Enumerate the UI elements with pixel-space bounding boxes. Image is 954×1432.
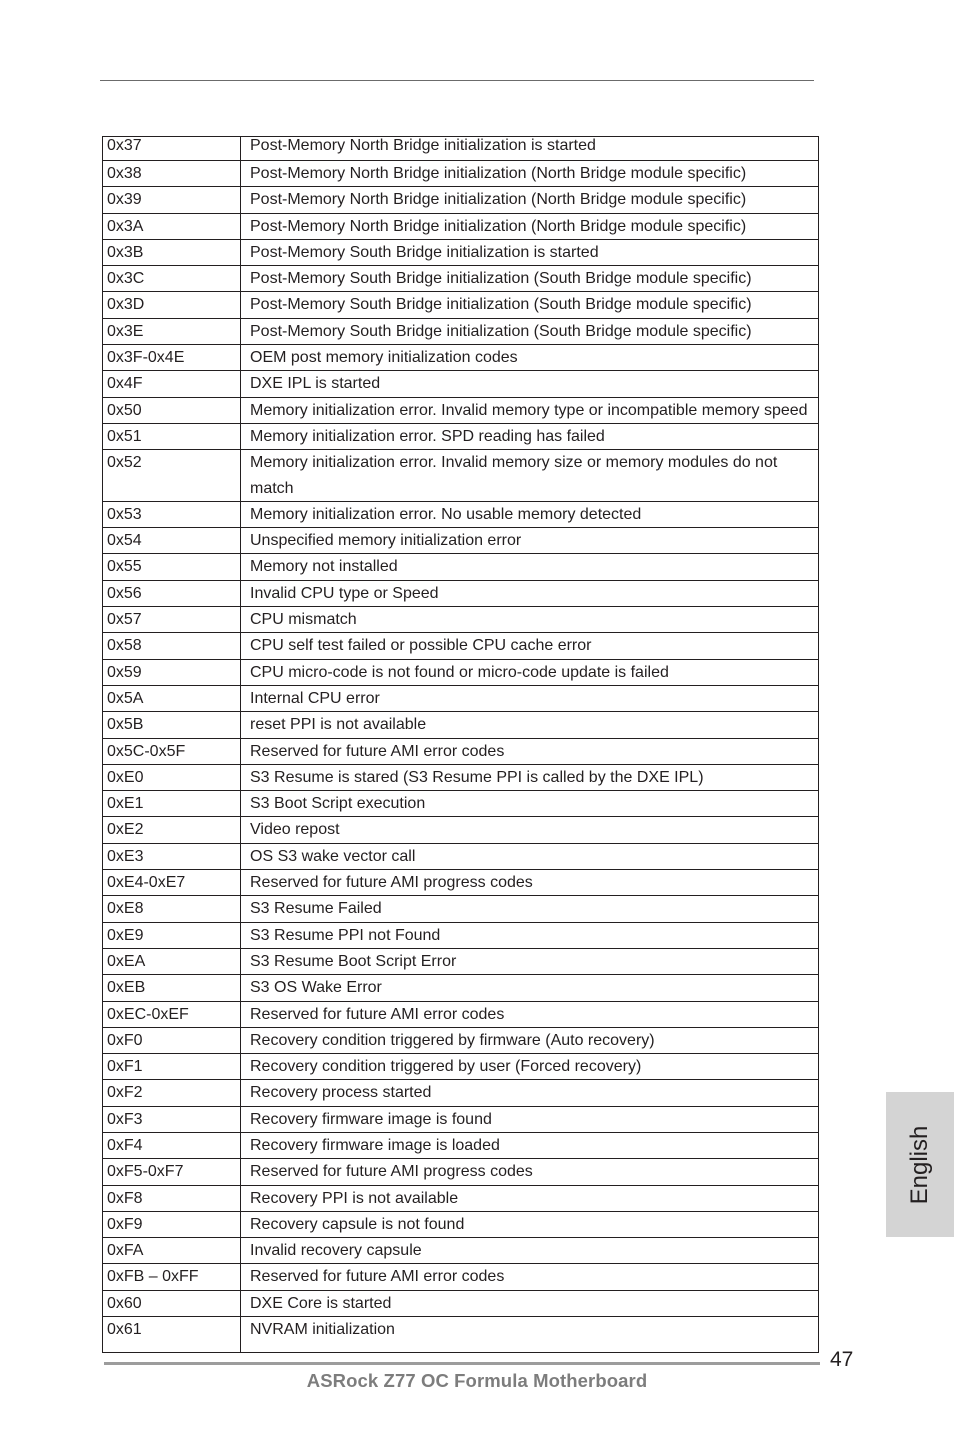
bottom-rule: [104, 1362, 820, 1365]
description-cell: Invalid recovery capsule: [241, 1238, 819, 1264]
table-row: [103, 213, 819, 239]
table-row: [103, 345, 819, 371]
table-row: [103, 1159, 819, 1185]
description-cell: DXE IPL is started: [241, 371, 819, 397]
description-cell: OS S3 wake vector call: [241, 843, 819, 869]
table-row: [103, 870, 819, 896]
description-cell: S3 OS Wake Error: [241, 975, 819, 1001]
post-code-cell: 0x50: [103, 397, 241, 423]
table-row: [103, 1132, 819, 1158]
post-code-cell: 0x38: [103, 161, 241, 187]
description-cell: S3 Boot Script execution: [241, 791, 819, 817]
post-code-cell: 0xF2: [103, 1080, 241, 1106]
table-row: [103, 607, 819, 633]
description-cell: Reserved for future AMI error codes: [241, 1001, 819, 1027]
table-row: [103, 1185, 819, 1211]
footer-title: ASRock Z77 OC Formula Motherboard: [306, 1370, 648, 1391]
description-cell: S3 Resume PPI not Found: [241, 922, 819, 948]
post-code-cell: 0xE2: [103, 817, 241, 843]
post-code-cell: 0xF8: [103, 1185, 241, 1211]
post-code-cell: 0xEA: [103, 948, 241, 974]
post-code-cell: 0xEC-0xEF: [103, 1001, 241, 1027]
description-cell: Reserved for future AMI progress codes: [241, 870, 819, 896]
table-row: [103, 450, 819, 502]
post-code-cell: 0x3F-0x4E: [103, 345, 241, 371]
table-row: [103, 371, 819, 397]
description-cell: CPU mismatch: [241, 607, 819, 633]
post-code-cell: 0xF0: [103, 1027, 241, 1053]
description-cell: Post-Memory North Bridge initialization (North Bridge module specific): [241, 187, 819, 213]
description-cell: Recovery firmware image is loaded: [241, 1132, 819, 1158]
description-cell: Reserved for future AMI progress codes: [241, 1159, 819, 1185]
table-row: [103, 239, 819, 265]
post-code-cell: 0x3B: [103, 239, 241, 265]
description-cell: Post-Memory North Bridge initialization is started: [241, 137, 819, 161]
description-cell: Reserved for future AMI error codes: [241, 738, 819, 764]
post-code-cell: 0x4F: [103, 371, 241, 397]
post-code-cell: 0xFB – 0xFF: [103, 1264, 241, 1290]
table-row: [103, 1290, 819, 1316]
language-tab: [886, 1092, 954, 1237]
post-code-cell: 0x5B: [103, 712, 241, 738]
post-code-cell: 0xE0: [103, 764, 241, 790]
description-cell: Post-Memory South Bridge initialization (South Bridge module specific): [241, 266, 819, 292]
post-code-cell: 0xF9: [103, 1211, 241, 1237]
table-row: [103, 764, 819, 790]
post-code-cell: 0x52: [103, 450, 241, 502]
table-row: [103, 1054, 819, 1080]
table-row: [103, 187, 819, 213]
post-code-cell: 0x61: [103, 1317, 241, 1353]
table-row: [103, 817, 819, 843]
table-row: [103, 843, 819, 869]
post-code-cell: 0x51: [103, 423, 241, 449]
description-cell: reset PPI is not available: [241, 712, 819, 738]
table-row: [103, 975, 819, 1001]
post-code-cell: 0xF5-0xF7: [103, 1159, 241, 1185]
table-row: [103, 922, 819, 948]
table-row: [103, 1106, 819, 1132]
post-code-cell: 0x55: [103, 554, 241, 580]
table-row: [103, 659, 819, 685]
description-cell: Memory initialization error. Invalid memory size or memory modules do not match: [241, 450, 819, 502]
post-code-cell: 0xF4: [103, 1132, 241, 1158]
post-code-cell: 0xE1: [103, 791, 241, 817]
description-cell: Post-Memory South Bridge initialization (South Bridge module specific): [241, 292, 819, 318]
post-code-table: [102, 136, 819, 1353]
description-cell: S3 Resume Boot Script Error: [241, 948, 819, 974]
description-cell: Memory initialization error. SPD reading has failed: [241, 423, 819, 449]
table-row: [103, 685, 819, 711]
table-row: [103, 896, 819, 922]
description-cell: S3 Resume is stared (S3 Resume PPI is called by the DXE IPL): [241, 764, 819, 790]
post-code-cell: 0x56: [103, 580, 241, 606]
table-row: [103, 948, 819, 974]
table-row: [103, 1001, 819, 1027]
post-code-cell: 0xE3: [103, 843, 241, 869]
table-row: [103, 712, 819, 738]
post-code-cell: 0x3A: [103, 213, 241, 239]
table-row: [103, 397, 819, 423]
post-code-cell: 0x39: [103, 187, 241, 213]
table-row: [103, 1027, 819, 1053]
description-cell: Invalid CPU type or Speed: [241, 580, 819, 606]
table-row: [103, 1317, 819, 1353]
table-row: [103, 528, 819, 554]
table-row: [103, 633, 819, 659]
post-code-cell: 0x59: [103, 659, 241, 685]
post-code-cell: 0xF3: [103, 1106, 241, 1132]
description-cell: OEM post memory initialization codes: [241, 345, 819, 371]
description-cell: Recovery PPI is not available: [241, 1185, 819, 1211]
post-code-cell: 0x60: [103, 1290, 241, 1316]
post-code-cell: 0xEB: [103, 975, 241, 1001]
description-cell: Post-Memory South Bridge initialization is started: [241, 239, 819, 265]
description-cell: Post-Memory North Bridge initialization (North Bridge module specific): [241, 213, 819, 239]
post-code-cell: 0x54: [103, 528, 241, 554]
post-code-cell: 0x3E: [103, 318, 241, 344]
table-row: [103, 1080, 819, 1106]
description-cell: S3 Resume Failed: [241, 896, 819, 922]
post-code-cell: 0xFA: [103, 1238, 241, 1264]
post-code-cell: 0x58: [103, 633, 241, 659]
table-row: [103, 501, 819, 527]
post-code-cell: 0xE8: [103, 896, 241, 922]
table-row: [103, 1238, 819, 1264]
table-row: [103, 554, 819, 580]
description-cell: Memory initialization error. Invalid memory type or incompatible memory speed: [241, 397, 819, 423]
description-cell: Recovery capsule is not found: [241, 1211, 819, 1237]
table-row: [103, 1211, 819, 1237]
description-cell: NVRAM initialization: [241, 1317, 819, 1353]
post-code-cell: 0x57: [103, 607, 241, 633]
post-code-cell: 0xE4-0xE7: [103, 870, 241, 896]
description-cell: Recovery firmware image is found: [241, 1106, 819, 1132]
post-code-cell: 0x53: [103, 501, 241, 527]
language-tab-label: English: [906, 1125, 933, 1204]
description-cell: Recovery condition triggered by firmware (Auto recovery): [241, 1027, 819, 1053]
post-code-cell: 0x3D: [103, 292, 241, 318]
table-row: [103, 423, 819, 449]
description-cell: Video repost: [241, 817, 819, 843]
description-cell: Reserved for future AMI error codes: [241, 1264, 819, 1290]
table-row: [103, 791, 819, 817]
description-cell: Recovery condition triggered by user (Forced recovery): [241, 1054, 819, 1080]
top-rule: [100, 80, 814, 81]
table-row: [103, 580, 819, 606]
description-cell: Memory not installed: [241, 554, 819, 580]
post-code-cell: 0xF1: [103, 1054, 241, 1080]
table-row: [103, 137, 819, 161]
page-number: 47: [830, 1348, 854, 1371]
description-cell: DXE Core is started: [241, 1290, 819, 1316]
description-cell: Recovery process started: [241, 1080, 819, 1106]
description-cell: Post-Memory North Bridge initialization (North Bridge module specific): [241, 161, 819, 187]
post-code-cell: 0x5C-0x5F: [103, 738, 241, 764]
description-cell: Unspecified memory initialization error: [241, 528, 819, 554]
table-row: [103, 266, 819, 292]
post-code-cell: 0x3C: [103, 266, 241, 292]
post-code-cell: 0x5A: [103, 685, 241, 711]
description-cell: Memory initialization error. No usable memory detected: [241, 501, 819, 527]
description-cell: Internal CPU error: [241, 685, 819, 711]
table-row: [103, 738, 819, 764]
post-code-cell: 0xE9: [103, 922, 241, 948]
table-row: [103, 1264, 819, 1290]
table-row: [103, 318, 819, 344]
description-cell: CPU self test failed or possible CPU cache error: [241, 633, 819, 659]
post-code-table-body: [103, 137, 819, 1353]
description-cell: CPU micro-code is not found or micro-code update is failed: [241, 659, 819, 685]
table-row: [103, 161, 819, 187]
post-code-cell: 0x37: [103, 137, 241, 161]
description-cell: Post-Memory South Bridge initialization (South Bridge module specific): [241, 318, 819, 344]
table-row: [103, 292, 819, 318]
